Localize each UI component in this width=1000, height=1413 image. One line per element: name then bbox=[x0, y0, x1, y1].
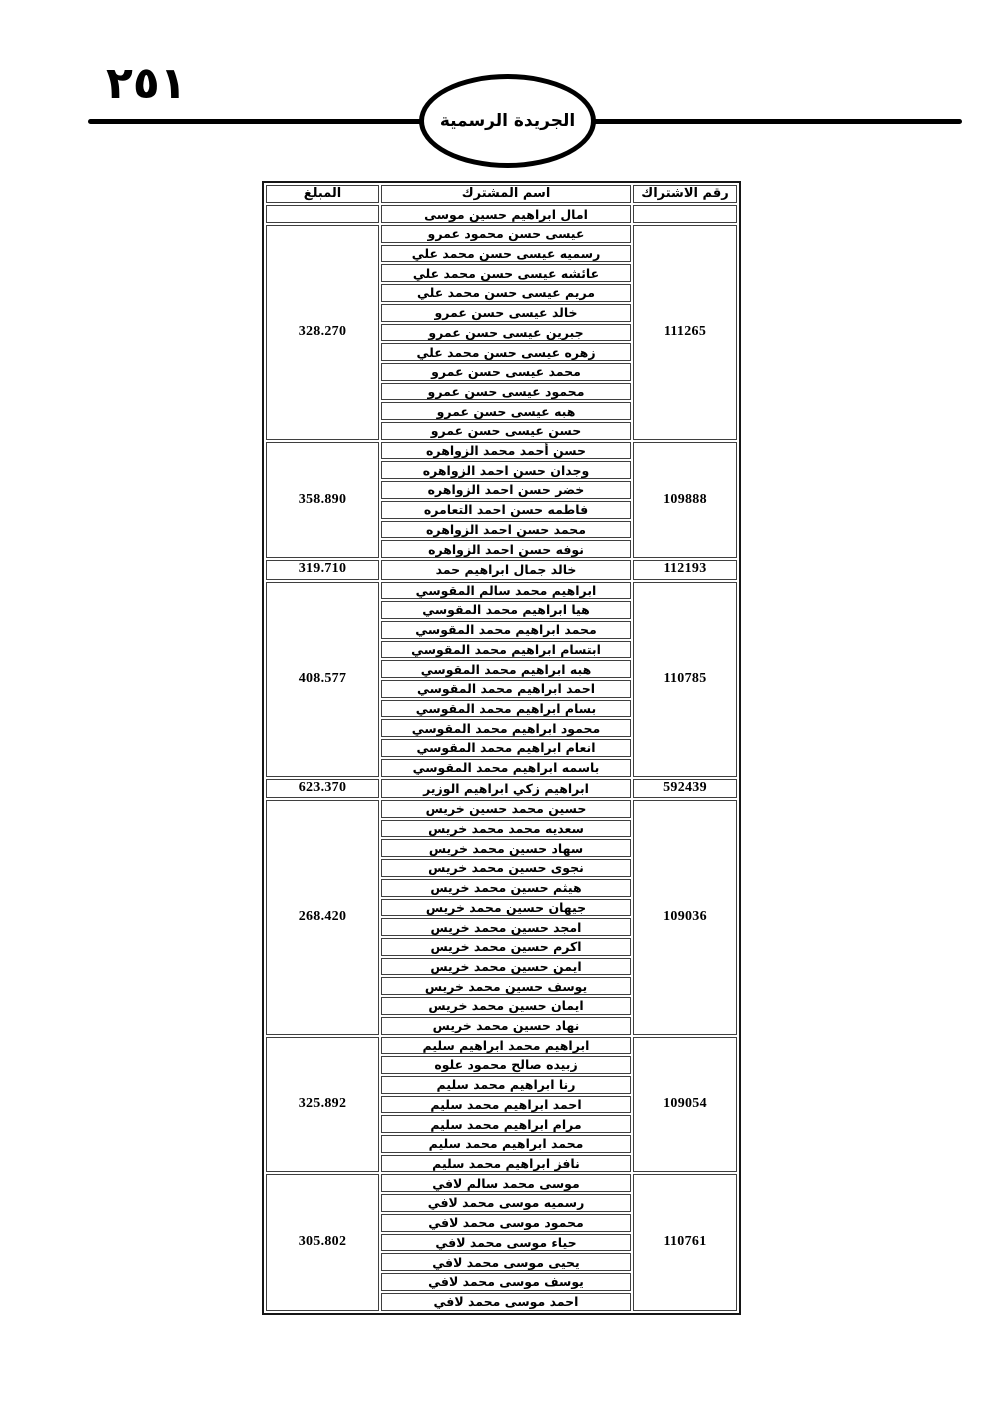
subscriber-name-cell: خضر حسن احمد الزواهره bbox=[381, 481, 631, 499]
subscriber-name-cell: محمود عيسى حسن عمرو bbox=[381, 383, 631, 401]
subscriber-name-cell: زهره عيسى حسن محمد علي bbox=[381, 343, 631, 361]
subscription-number-cell: 109036 bbox=[633, 800, 737, 1034]
subscriber-name-cell: نهاد حسين محمد خريس bbox=[381, 1017, 631, 1035]
subscriber-name-cell: باسمه ابراهيم محمد المقوسي bbox=[381, 759, 631, 777]
table-row bbox=[266, 1037, 737, 1055]
subscriber-name-cell: فاطمه حسن احمد التعامره bbox=[381, 501, 631, 519]
subscriber-name-cell: رنا ابراهيم محمد سليم bbox=[381, 1076, 631, 1094]
table-row bbox=[266, 1174, 737, 1192]
amount-cell: 268.420 bbox=[266, 800, 379, 1034]
banner-title: الجريدة الرسمية bbox=[439, 111, 576, 131]
subscriber-name-cell: احمد موسى محمد لافي bbox=[381, 1293, 631, 1311]
header-subscriber-name: اسم المشترك bbox=[381, 185, 631, 203]
table-row bbox=[266, 205, 737, 223]
subscriber-name-cell: رسميه عيسى حسن محمد علي bbox=[381, 245, 631, 263]
subscription-number-cell: 109054 bbox=[633, 1037, 737, 1173]
subscriber-name-cell: هبه عيسى حسن عمرو bbox=[381, 402, 631, 420]
subscriber-name-cell: هيا ابراهيم محمد المقوسي bbox=[381, 601, 631, 619]
subscriber-name-cell: ابراهيم زكي ابراهيم الوزير bbox=[381, 779, 631, 799]
subscriber-name-cell: حياء موسى محمد لافي bbox=[381, 1234, 631, 1252]
subscriber-name-cell: سهاد حسين محمد خريس bbox=[381, 839, 631, 857]
page-number: ٢٥١ bbox=[106, 58, 187, 109]
subscriber-name-cell: حسين محمد حسين خريس bbox=[381, 800, 631, 818]
subscriber-name-cell: يحيى موسى محمد لافي bbox=[381, 1253, 631, 1271]
subscriber-name-cell: مريم عيسى حسن محمد علي bbox=[381, 284, 631, 302]
subscriber-name-cell: هبه ابراهيم محمد المقوسي bbox=[381, 660, 631, 678]
subscriber-name-cell: عيسى حسن محمود عمرو bbox=[381, 225, 631, 243]
subscriber-name-cell: اكرم حسين محمد خريس bbox=[381, 938, 631, 956]
table-row bbox=[266, 779, 737, 799]
amount-cell: 328.270 bbox=[266, 225, 379, 440]
table-row bbox=[266, 442, 737, 460]
subscriber-name-cell: محمد ابراهيم محمد المقوسي bbox=[381, 621, 631, 639]
amount-cell: 408.577 bbox=[266, 582, 379, 777]
subscriber-name-cell: ايمان حسين محمد خريس bbox=[381, 997, 631, 1015]
subscriber-name-cell: محمد ابراهيم محمد سليم bbox=[381, 1135, 631, 1153]
subscription-number-cell: 111265 bbox=[633, 225, 737, 440]
subscriber-name-cell: جيهان حسين محمد خريس bbox=[381, 899, 631, 917]
table-row bbox=[266, 582, 737, 600]
subscriber-name-cell: نافز ابراهيم محمد سليم bbox=[381, 1155, 631, 1173]
subscriber-name-cell: محمود ابراهيم محمد المقوسي bbox=[381, 719, 631, 737]
subscriber-name-cell: ايمن حسين محمد خريس bbox=[381, 958, 631, 976]
header-amount: المبلغ bbox=[266, 185, 379, 203]
subscriber-name-cell: وجدان حسن احمد الزواهره bbox=[381, 461, 631, 479]
subscriber-name-cell: انعام ابراهيم محمد المقوسي bbox=[381, 739, 631, 757]
subscriber-name-cell: احمد ابراهيم محمد المقوسي bbox=[381, 680, 631, 698]
gazette-banner bbox=[419, 74, 596, 168]
subscription-number-cell: 112193 bbox=[633, 560, 737, 580]
subscription-number-cell: 110785 bbox=[633, 582, 737, 777]
subscriber-name-cell: مرام ابراهيم محمد سليم bbox=[381, 1115, 631, 1133]
table-header-row bbox=[266, 185, 737, 203]
subscription-number-cell: 110761 bbox=[633, 1174, 737, 1311]
subscriber-name-cell: جبرين عيسى حسن عمرو bbox=[381, 324, 631, 342]
subscriber-name-cell: عائشه عيسى حسن محمد علي bbox=[381, 264, 631, 282]
subscriber-name-cell: خالد جمال ابراهيم حمد bbox=[381, 560, 631, 580]
subscriber-name-cell: يوسف حسين محمد خريس bbox=[381, 977, 631, 995]
subscriber-name-cell: يوسف موسى محمد لافي bbox=[381, 1273, 631, 1291]
amount-cell bbox=[266, 205, 379, 223]
table-row bbox=[266, 225, 737, 243]
subscriber-name-cell: محمود موسى محمد لافي bbox=[381, 1214, 631, 1232]
header-subscription-number: رقم الاشتراك bbox=[633, 185, 737, 203]
subscriber-name-cell: حسن عيسى حسن عمرو bbox=[381, 422, 631, 440]
subscriber-name-cell: نجوى حسين محمد خريس bbox=[381, 859, 631, 877]
amount-cell: 325.892 bbox=[266, 1037, 379, 1173]
subscription-number-cell: 592439 bbox=[633, 779, 737, 799]
subscriber-name-cell: بسام ابراهيم محمد المقوسي bbox=[381, 700, 631, 718]
subscriber-name-cell: احمد ابراهيم محمد سليم bbox=[381, 1096, 631, 1114]
subscriber-name-cell: ابراهيم محمد سالم المقوسي bbox=[381, 582, 631, 600]
subscribers-table bbox=[262, 181, 741, 1315]
subscriber-name-cell: موسى محمد سالم لافي bbox=[381, 1174, 631, 1192]
subscriber-name-cell: ابراهيم محمد ابراهيم سليم bbox=[381, 1037, 631, 1055]
subscriber-name-cell: زبيده صالح محمود علوه bbox=[381, 1056, 631, 1074]
subscriber-name-cell: حسن أحمد محمد الزواهره bbox=[381, 442, 631, 460]
subscriber-name-cell: محمد عيسى حسن عمرو bbox=[381, 363, 631, 381]
subscriber-name-cell: هيثم حسين محمد خريس bbox=[381, 879, 631, 897]
table-row bbox=[266, 560, 737, 580]
subscription-number-cell bbox=[633, 205, 737, 223]
amount-cell: 319.710 bbox=[266, 560, 379, 580]
subscriber-name-cell: محمد حسن احمد الزواهره bbox=[381, 521, 631, 539]
subscriber-name-cell: امجد حسين محمد خريس bbox=[381, 918, 631, 936]
amount-cell: 358.890 bbox=[266, 442, 379, 558]
subscriber-name-cell: سعديه محمد محمد خريس bbox=[381, 820, 631, 838]
subscription-number-cell: 109888 bbox=[633, 442, 737, 558]
subscriber-name-cell: رسميه موسى محمد لافي bbox=[381, 1194, 631, 1212]
amount-cell: 305.802 bbox=[266, 1174, 379, 1311]
table-row bbox=[266, 800, 737, 818]
subscriber-name-cell: نوفه حسن احمد الزواهره bbox=[381, 540, 631, 558]
amount-cell: 623.370 bbox=[266, 779, 379, 799]
subscriber-name-cell: خالد عيسى حسن عمرو bbox=[381, 304, 631, 322]
subscriber-name-cell: ابتسام ابراهيم محمد المقوسي bbox=[381, 641, 631, 659]
subscriber-name-cell: امال ابراهيم حسين موسى bbox=[381, 205, 631, 223]
